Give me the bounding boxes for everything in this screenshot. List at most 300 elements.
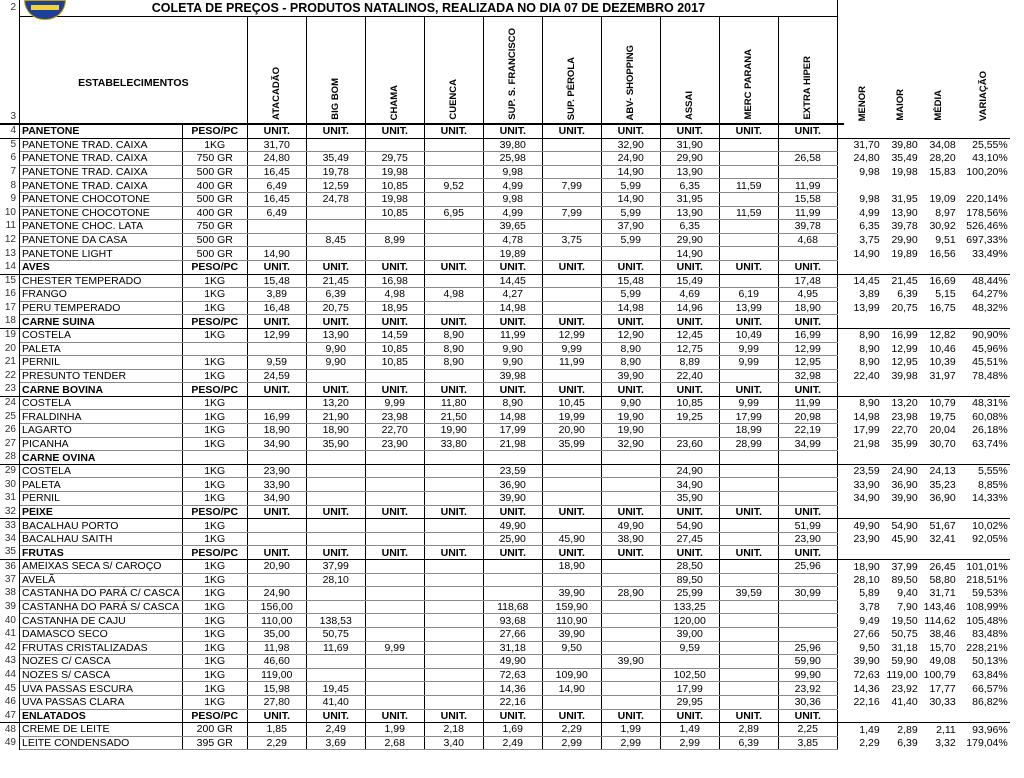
price-cell[interactable]: UNIT.: [424, 709, 483, 723]
stat-cell[interactable]: 86,82%: [972, 696, 1008, 709]
price-cell[interactable]: 6,49: [247, 179, 306, 193]
weight-cell[interactable]: 1KG: [182, 369, 247, 383]
stat-cell[interactable]: 100,79: [923, 669, 956, 682]
price-cell[interactable]: 23,90: [778, 532, 837, 546]
price-cell[interactable]: 32,98: [778, 369, 837, 383]
weight-cell[interactable]: 1KG: [182, 614, 247, 628]
price-cell[interactable]: 72,63: [483, 668, 542, 682]
stat-cell[interactable]: 108,99%: [966, 601, 1008, 614]
weight-cell[interactable]: 1KG: [182, 396, 247, 410]
price-cell[interactable]: [542, 192, 601, 206]
price-cell[interactable]: 2,25: [778, 723, 837, 737]
weight-cell[interactable]: PESO/PC: [182, 709, 247, 723]
stat-cell[interactable]: 41,40: [891, 696, 918, 709]
price-cell[interactable]: UNIT.: [247, 546, 306, 560]
price-cell[interactable]: [601, 573, 660, 587]
price-cell[interactable]: [247, 532, 306, 546]
weight-cell[interactable]: 395 GR: [182, 736, 247, 750]
price-cell[interactable]: 6,39: [306, 288, 365, 302]
price-cell[interactable]: 4,99: [483, 179, 542, 193]
price-cell[interactable]: [660, 451, 719, 465]
price-cell[interactable]: 28,50: [660, 560, 719, 574]
price-cell[interactable]: 23,90: [365, 437, 424, 451]
price-cell[interactable]: UNIT.: [601, 260, 660, 274]
price-cell[interactable]: 2,99: [542, 736, 601, 750]
stat-cell[interactable]: 13,90: [891, 206, 918, 219]
price-cell[interactable]: 19,99: [542, 410, 601, 424]
price-cell[interactable]: UNIT.: [601, 315, 660, 329]
price-cell[interactable]: [424, 641, 483, 655]
price-cell[interactable]: 34,90: [660, 478, 719, 492]
stat-cell[interactable]: 89,50: [891, 573, 918, 586]
price-cell[interactable]: 35,90: [306, 437, 365, 451]
price-cell[interactable]: UNIT.: [424, 124, 483, 138]
price-cell[interactable]: [306, 600, 365, 614]
price-cell[interactable]: [483, 573, 542, 587]
stat-cell[interactable]: 45,96%: [972, 342, 1008, 355]
price-cell[interactable]: 14,98: [483, 410, 542, 424]
product-cell[interactable]: PERNIL: [20, 356, 183, 370]
stat-header[interactable]: VARIAÇÃO: [977, 71, 989, 121]
stat-cell[interactable]: [844, 546, 882, 560]
price-cell[interactable]: 39,90: [542, 587, 601, 601]
price-cell[interactable]: [365, 492, 424, 506]
price-cell[interactable]: 31,95: [660, 192, 719, 206]
price-cell[interactable]: [365, 464, 424, 478]
price-cell[interactable]: 12,75: [660, 342, 719, 356]
price-cell[interactable]: 32,90: [601, 138, 660, 152]
stat-cell[interactable]: 50,13%: [972, 655, 1008, 668]
price-cell[interactable]: 4,78: [483, 233, 542, 247]
price-cell[interactable]: 5,99: [601, 233, 660, 247]
price-cell[interactable]: [365, 247, 424, 261]
price-cell[interactable]: 22,70: [365, 424, 424, 438]
stat-cell[interactable]: 78,48%: [972, 369, 1008, 382]
product-cell[interactable]: PEIXE: [20, 505, 183, 519]
price-cell[interactable]: 25,98: [483, 152, 542, 166]
price-cell[interactable]: [601, 627, 660, 641]
product-cell[interactable]: BACALHAU PORTO: [20, 519, 183, 533]
price-cell[interactable]: 34,99: [778, 437, 837, 451]
price-cell[interactable]: 18,90: [778, 301, 837, 315]
price-cell[interactable]: UNIT.: [778, 315, 837, 329]
stat-cell[interactable]: [882, 709, 920, 723]
price-cell[interactable]: 13,90: [306, 328, 365, 342]
stat-cell[interactable]: [920, 179, 958, 193]
price-cell[interactable]: [365, 220, 424, 234]
price-cell[interactable]: 11,99: [483, 328, 542, 342]
stat-cell[interactable]: 12,82: [929, 329, 956, 342]
stat-cell[interactable]: 59,90: [891, 655, 918, 668]
price-cell[interactable]: 10,85: [365, 356, 424, 370]
price-cell[interactable]: UNIT.: [542, 124, 601, 138]
stat-cell[interactable]: 35,99: [891, 437, 918, 450]
stat-cell[interactable]: 24,90: [891, 465, 918, 478]
price-cell[interactable]: 21,98: [483, 437, 542, 451]
price-cell[interactable]: UNIT.: [247, 505, 306, 519]
stat-cell[interactable]: 22,70: [891, 424, 918, 437]
price-cell[interactable]: [365, 682, 424, 696]
stat-cell[interactable]: 5,55%: [977, 465, 1008, 478]
price-cell[interactable]: 4,27: [483, 288, 542, 302]
stat-cell[interactable]: 10,39: [929, 356, 956, 369]
price-cell[interactable]: [306, 492, 365, 506]
price-cell[interactable]: [542, 369, 601, 383]
price-cell[interactable]: 11,59: [719, 179, 778, 193]
stat-cell[interactable]: 33,49%: [972, 247, 1008, 260]
price-cell[interactable]: [778, 492, 837, 506]
product-cell[interactable]: FRUTAS: [20, 546, 183, 560]
price-cell[interactable]: [424, 560, 483, 574]
price-cell[interactable]: 2,99: [601, 736, 660, 750]
price-cell[interactable]: 14,90: [542, 682, 601, 696]
price-cell[interactable]: [424, 655, 483, 669]
stat-cell[interactable]: 5,89: [859, 587, 880, 600]
stat-cell[interactable]: 19,89: [891, 247, 918, 260]
price-cell[interactable]: [424, 668, 483, 682]
price-cell[interactable]: 9,90: [601, 396, 660, 410]
price-cell[interactable]: 6,49: [247, 206, 306, 220]
stat-cell[interactable]: 48,44%: [972, 275, 1008, 288]
price-cell[interactable]: UNIT.: [483, 505, 542, 519]
product-cell[interactable]: FRUTAS CRISTALIZADAS: [20, 641, 183, 655]
price-cell[interactable]: 49,90: [483, 519, 542, 533]
stat-cell[interactable]: 8,90: [859, 397, 880, 410]
price-cell[interactable]: 8,89: [660, 356, 719, 370]
stat-cell[interactable]: 17,77: [929, 682, 956, 695]
price-cell[interactable]: 23,98: [365, 410, 424, 424]
price-cell[interactable]: UNIT.: [247, 124, 306, 138]
price-cell[interactable]: 39,90: [601, 655, 660, 669]
stat-cell[interactable]: 39,80: [891, 139, 918, 152]
weight-cell[interactable]: 200 GR: [182, 723, 247, 737]
price-cell[interactable]: 2,68: [365, 736, 424, 750]
stat-cell[interactable]: 54,90: [891, 519, 918, 532]
price-cell[interactable]: 4,95: [778, 288, 837, 302]
price-cell[interactable]: 12,59: [306, 179, 365, 193]
price-cell[interactable]: 2,29: [247, 736, 306, 750]
price-cell[interactable]: 9,90: [483, 342, 542, 356]
price-cell[interactable]: [719, 519, 778, 533]
price-cell[interactable]: 39,90: [483, 492, 542, 506]
price-cell[interactable]: 2,18: [424, 723, 483, 737]
stat-cell[interactable]: 10,46: [929, 342, 956, 355]
price-cell[interactable]: [719, 138, 778, 152]
price-cell[interactable]: [542, 451, 601, 465]
price-cell[interactable]: 14,59: [365, 328, 424, 342]
price-cell[interactable]: 15,48: [247, 274, 306, 288]
stat-cell[interactable]: 3,89: [859, 288, 880, 301]
product-cell[interactable]: UVA PASSAS CLARA: [20, 695, 183, 709]
price-cell[interactable]: 8,90: [424, 328, 483, 342]
price-cell[interactable]: [778, 614, 837, 628]
price-cell[interactable]: 24,59: [247, 369, 306, 383]
weight-cell[interactable]: 1KG: [182, 682, 247, 696]
price-cell[interactable]: 17,99: [719, 410, 778, 424]
product-cell[interactable]: COSTELA: [20, 464, 183, 478]
price-cell[interactable]: 11,99: [542, 356, 601, 370]
price-cell[interactable]: [483, 451, 542, 465]
stat-cell[interactable]: [844, 260, 882, 274]
price-cell[interactable]: UNIT.: [306, 124, 365, 138]
product-cell[interactable]: CARNE SUINA: [20, 315, 183, 329]
stat-cell[interactable]: 2,11: [936, 723, 956, 736]
price-cell[interactable]: UNIT.: [483, 383, 542, 397]
price-cell[interactable]: UNIT.: [778, 709, 837, 723]
stat-cell[interactable]: 34,08: [929, 139, 956, 152]
weight-cell[interactable]: 1KG: [182, 478, 247, 492]
price-cell[interactable]: [306, 519, 365, 533]
stat-cell[interactable]: 23,92: [891, 682, 918, 695]
stat-cell[interactable]: 35,23: [929, 478, 956, 491]
price-cell[interactable]: 19,98: [365, 165, 424, 179]
stat-cell[interactable]: 13,99: [853, 302, 880, 315]
price-cell[interactable]: 37,90: [601, 220, 660, 234]
product-cell[interactable]: LEITE CONDENSADO: [20, 736, 183, 750]
price-cell[interactable]: 110,00: [247, 614, 306, 628]
price-cell[interactable]: [542, 288, 601, 302]
price-cell[interactable]: 23,60: [660, 437, 719, 451]
weight-cell[interactable]: [182, 342, 247, 356]
weight-cell[interactable]: PESO/PC: [182, 124, 247, 138]
price-cell[interactable]: 9,90: [306, 356, 365, 370]
product-cell[interactable]: AVELÃ: [20, 573, 183, 587]
stat-cell[interactable]: [920, 383, 958, 397]
weight-cell[interactable]: 1KG: [182, 138, 247, 152]
price-cell[interactable]: 2,29: [542, 723, 601, 737]
stat-cell[interactable]: [882, 383, 920, 397]
price-cell[interactable]: [719, 220, 778, 234]
stat-cell[interactable]: [958, 383, 1010, 397]
price-cell[interactable]: 15,48: [601, 274, 660, 288]
stat-cell[interactable]: 35,49: [891, 152, 918, 165]
product-cell[interactable]: ENLATADOS: [20, 709, 183, 723]
price-cell[interactable]: [424, 600, 483, 614]
price-cell[interactable]: 3,69: [306, 736, 365, 750]
stat-cell[interactable]: 143,46: [923, 601, 956, 614]
stat-cell[interactable]: [882, 179, 920, 193]
price-cell[interactable]: 120,00: [660, 614, 719, 628]
weight-cell[interactable]: 1KG: [182, 519, 247, 533]
stat-cell[interactable]: 8,97: [935, 206, 956, 219]
weight-cell[interactable]: 1KG: [182, 641, 247, 655]
weight-cell[interactable]: 1KG: [182, 627, 247, 641]
price-cell[interactable]: [542, 301, 601, 315]
stat-cell[interactable]: 31,18: [891, 641, 918, 654]
price-cell[interactable]: 39,00: [660, 627, 719, 641]
stat-cell[interactable]: 23,98: [891, 410, 918, 423]
price-cell[interactable]: 9,90: [483, 356, 542, 370]
price-cell[interactable]: UNIT.: [601, 505, 660, 519]
stat-cell[interactable]: 9,98: [859, 166, 880, 179]
price-cell[interactable]: [424, 192, 483, 206]
price-cell[interactable]: [542, 138, 601, 152]
stat-cell[interactable]: [958, 315, 1010, 329]
stat-cell[interactable]: 38,46: [929, 628, 956, 641]
stat-cell[interactable]: 13,20: [891, 397, 918, 410]
price-cell[interactable]: 3,89: [247, 288, 306, 302]
price-cell[interactable]: 2,89: [719, 723, 778, 737]
stat-cell[interactable]: [844, 505, 882, 519]
price-cell[interactable]: [365, 532, 424, 546]
weight-cell[interactable]: 500 GR: [182, 192, 247, 206]
stat-cell[interactable]: 34,90: [853, 492, 880, 505]
product-cell[interactable]: PERU TEMPERADO: [20, 301, 183, 315]
price-cell[interactable]: [719, 695, 778, 709]
price-cell[interactable]: UNIT.: [424, 383, 483, 397]
stat-cell[interactable]: 16,69: [929, 275, 956, 288]
stat-cell[interactable]: 19,98: [891, 166, 918, 179]
price-cell[interactable]: UNIT.: [601, 709, 660, 723]
stat-cell[interactable]: 14,98: [853, 410, 880, 423]
price-cell[interactable]: [778, 600, 837, 614]
price-cell[interactable]: 19,90: [601, 410, 660, 424]
price-cell[interactable]: 13,90: [660, 206, 719, 220]
stat-cell[interactable]: 23,59: [853, 465, 880, 478]
price-cell[interactable]: [365, 519, 424, 533]
price-cell[interactable]: 11,69: [306, 641, 365, 655]
price-cell[interactable]: 33,80: [424, 437, 483, 451]
price-cell[interactable]: [542, 478, 601, 492]
price-cell[interactable]: 13,99: [719, 301, 778, 315]
stat-cell[interactable]: 19,75: [929, 410, 956, 423]
stat-cell[interactable]: 8,90: [859, 356, 880, 369]
price-cell[interactable]: 8,90: [601, 356, 660, 370]
price-cell[interactable]: UNIT.: [660, 546, 719, 560]
weight-cell[interactable]: 1KG: [182, 410, 247, 424]
price-cell[interactable]: 39,65: [483, 220, 542, 234]
price-cell[interactable]: [778, 451, 837, 465]
price-cell[interactable]: UNIT.: [719, 260, 778, 274]
stat-cell[interactable]: 179,04%: [966, 737, 1008, 750]
price-cell[interactable]: 118,68: [483, 600, 542, 614]
stat-cell[interactable]: 697,33%: [966, 234, 1008, 247]
stat-cell[interactable]: 2,29: [859, 737, 880, 750]
price-cell[interactable]: 35,49: [306, 152, 365, 166]
price-cell[interactable]: 6,39: [719, 736, 778, 750]
product-cell[interactable]: PANETONE CHOC. LATA: [20, 220, 183, 234]
price-cell[interactable]: [542, 519, 601, 533]
price-cell[interactable]: UNIT.: [778, 383, 837, 397]
price-cell[interactable]: [247, 573, 306, 587]
product-cell[interactable]: CARNE OVINA: [20, 451, 183, 465]
price-cell[interactable]: 32,90: [601, 437, 660, 451]
stat-cell[interactable]: 1,49: [859, 723, 880, 736]
stat-cell[interactable]: 30,33: [929, 696, 956, 709]
price-cell[interactable]: [247, 342, 306, 356]
stat-cell[interactable]: 5,15: [935, 288, 956, 301]
price-cell[interactable]: 25,99: [660, 587, 719, 601]
product-cell[interactable]: CARNE BOVINA: [20, 383, 183, 397]
price-cell[interactable]: [247, 396, 306, 410]
price-cell[interactable]: 23,90: [247, 464, 306, 478]
stat-cell[interactable]: [882, 124, 920, 138]
stat-cell[interactable]: 27,66: [853, 628, 880, 641]
stat-cell[interactable]: 9,49: [859, 614, 880, 627]
price-cell[interactable]: [660, 424, 719, 438]
price-cell[interactable]: 39,80: [483, 138, 542, 152]
price-cell[interactable]: 10,49: [719, 328, 778, 342]
price-cell[interactable]: 14,90: [247, 247, 306, 261]
price-cell[interactable]: 30,36: [778, 695, 837, 709]
price-cell[interactable]: 38,90: [601, 532, 660, 546]
price-cell[interactable]: 10,85: [365, 342, 424, 356]
product-cell[interactable]: COSTELA: [20, 328, 183, 342]
price-cell[interactable]: 49,90: [601, 519, 660, 533]
price-cell[interactable]: [306, 247, 365, 261]
price-cell[interactable]: [601, 560, 660, 574]
price-cell[interactable]: 22,19: [778, 424, 837, 438]
price-cell[interactable]: [719, 682, 778, 696]
price-cell[interactable]: 20,75: [306, 301, 365, 315]
price-cell[interactable]: [719, 165, 778, 179]
price-cell[interactable]: 89,50: [660, 573, 719, 587]
price-cell[interactable]: 22,16: [483, 695, 542, 709]
price-cell[interactable]: 9,59: [247, 356, 306, 370]
stat-cell[interactable]: 39,98: [891, 369, 918, 382]
stat-cell[interactable]: 14,33%: [972, 492, 1008, 505]
product-cell[interactable]: CHESTER TEMPERADO: [20, 274, 183, 288]
price-cell[interactable]: 1,99: [365, 723, 424, 737]
price-cell[interactable]: [601, 668, 660, 682]
price-cell[interactable]: UNIT.: [247, 315, 306, 329]
stat-cell[interactable]: 16,56: [929, 247, 956, 260]
price-cell[interactable]: UNIT.: [365, 124, 424, 138]
price-cell[interactable]: [306, 478, 365, 492]
stat-cell[interactable]: 59,53%: [972, 587, 1008, 600]
weight-cell[interactable]: 750 GR: [182, 152, 247, 166]
price-cell[interactable]: 31,70: [247, 138, 306, 152]
price-cell[interactable]: [778, 138, 837, 152]
price-cell[interactable]: [719, 573, 778, 587]
price-cell[interactable]: 14,45: [483, 274, 542, 288]
price-cell[interactable]: 24,90: [601, 152, 660, 166]
price-cell[interactable]: [601, 641, 660, 655]
price-cell[interactable]: 30,99: [778, 587, 837, 601]
price-cell[interactable]: [601, 600, 660, 614]
price-cell[interactable]: 1,99: [601, 723, 660, 737]
stat-cell[interactable]: 63,84%: [972, 669, 1008, 682]
stat-cell[interactable]: 39,90: [891, 492, 918, 505]
product-cell[interactable]: BACALHAU SAITH: [20, 532, 183, 546]
product-cell[interactable]: PICANHA: [20, 437, 183, 451]
product-cell[interactable]: FRANGO: [20, 288, 183, 302]
store-header[interactable]: EXTRA HIPER: [778, 17, 837, 125]
stat-cell[interactable]: 28,10: [853, 573, 880, 586]
price-cell[interactable]: [542, 464, 601, 478]
price-cell[interactable]: 1,69: [483, 723, 542, 737]
stat-cell[interactable]: 72,63: [853, 669, 880, 682]
price-cell[interactable]: UNIT.: [306, 315, 365, 329]
price-cell[interactable]: [719, 274, 778, 288]
price-cell[interactable]: UNIT.: [483, 315, 542, 329]
price-cell[interactable]: 16,98: [365, 274, 424, 288]
price-cell[interactable]: [719, 152, 778, 166]
price-cell[interactable]: UNIT.: [306, 505, 365, 519]
stat-cell[interactable]: 39,90: [853, 655, 880, 668]
product-cell[interactable]: CASTANHA DO PARÁ S/ CASCA: [20, 600, 183, 614]
stat-cell[interactable]: 90,90%: [972, 329, 1008, 342]
stat-cell[interactable]: 100,20%: [966, 166, 1008, 179]
price-cell[interactable]: UNIT.: [247, 709, 306, 723]
stat-cell[interactable]: 49,08: [929, 655, 956, 668]
price-cell[interactable]: 9,59: [660, 641, 719, 655]
price-cell[interactable]: 133,25: [660, 600, 719, 614]
price-cell[interactable]: 11,98: [247, 641, 306, 655]
weight-cell[interactable]: [182, 451, 247, 465]
price-cell[interactable]: [719, 192, 778, 206]
stat-cell[interactable]: 3,75: [859, 234, 880, 247]
